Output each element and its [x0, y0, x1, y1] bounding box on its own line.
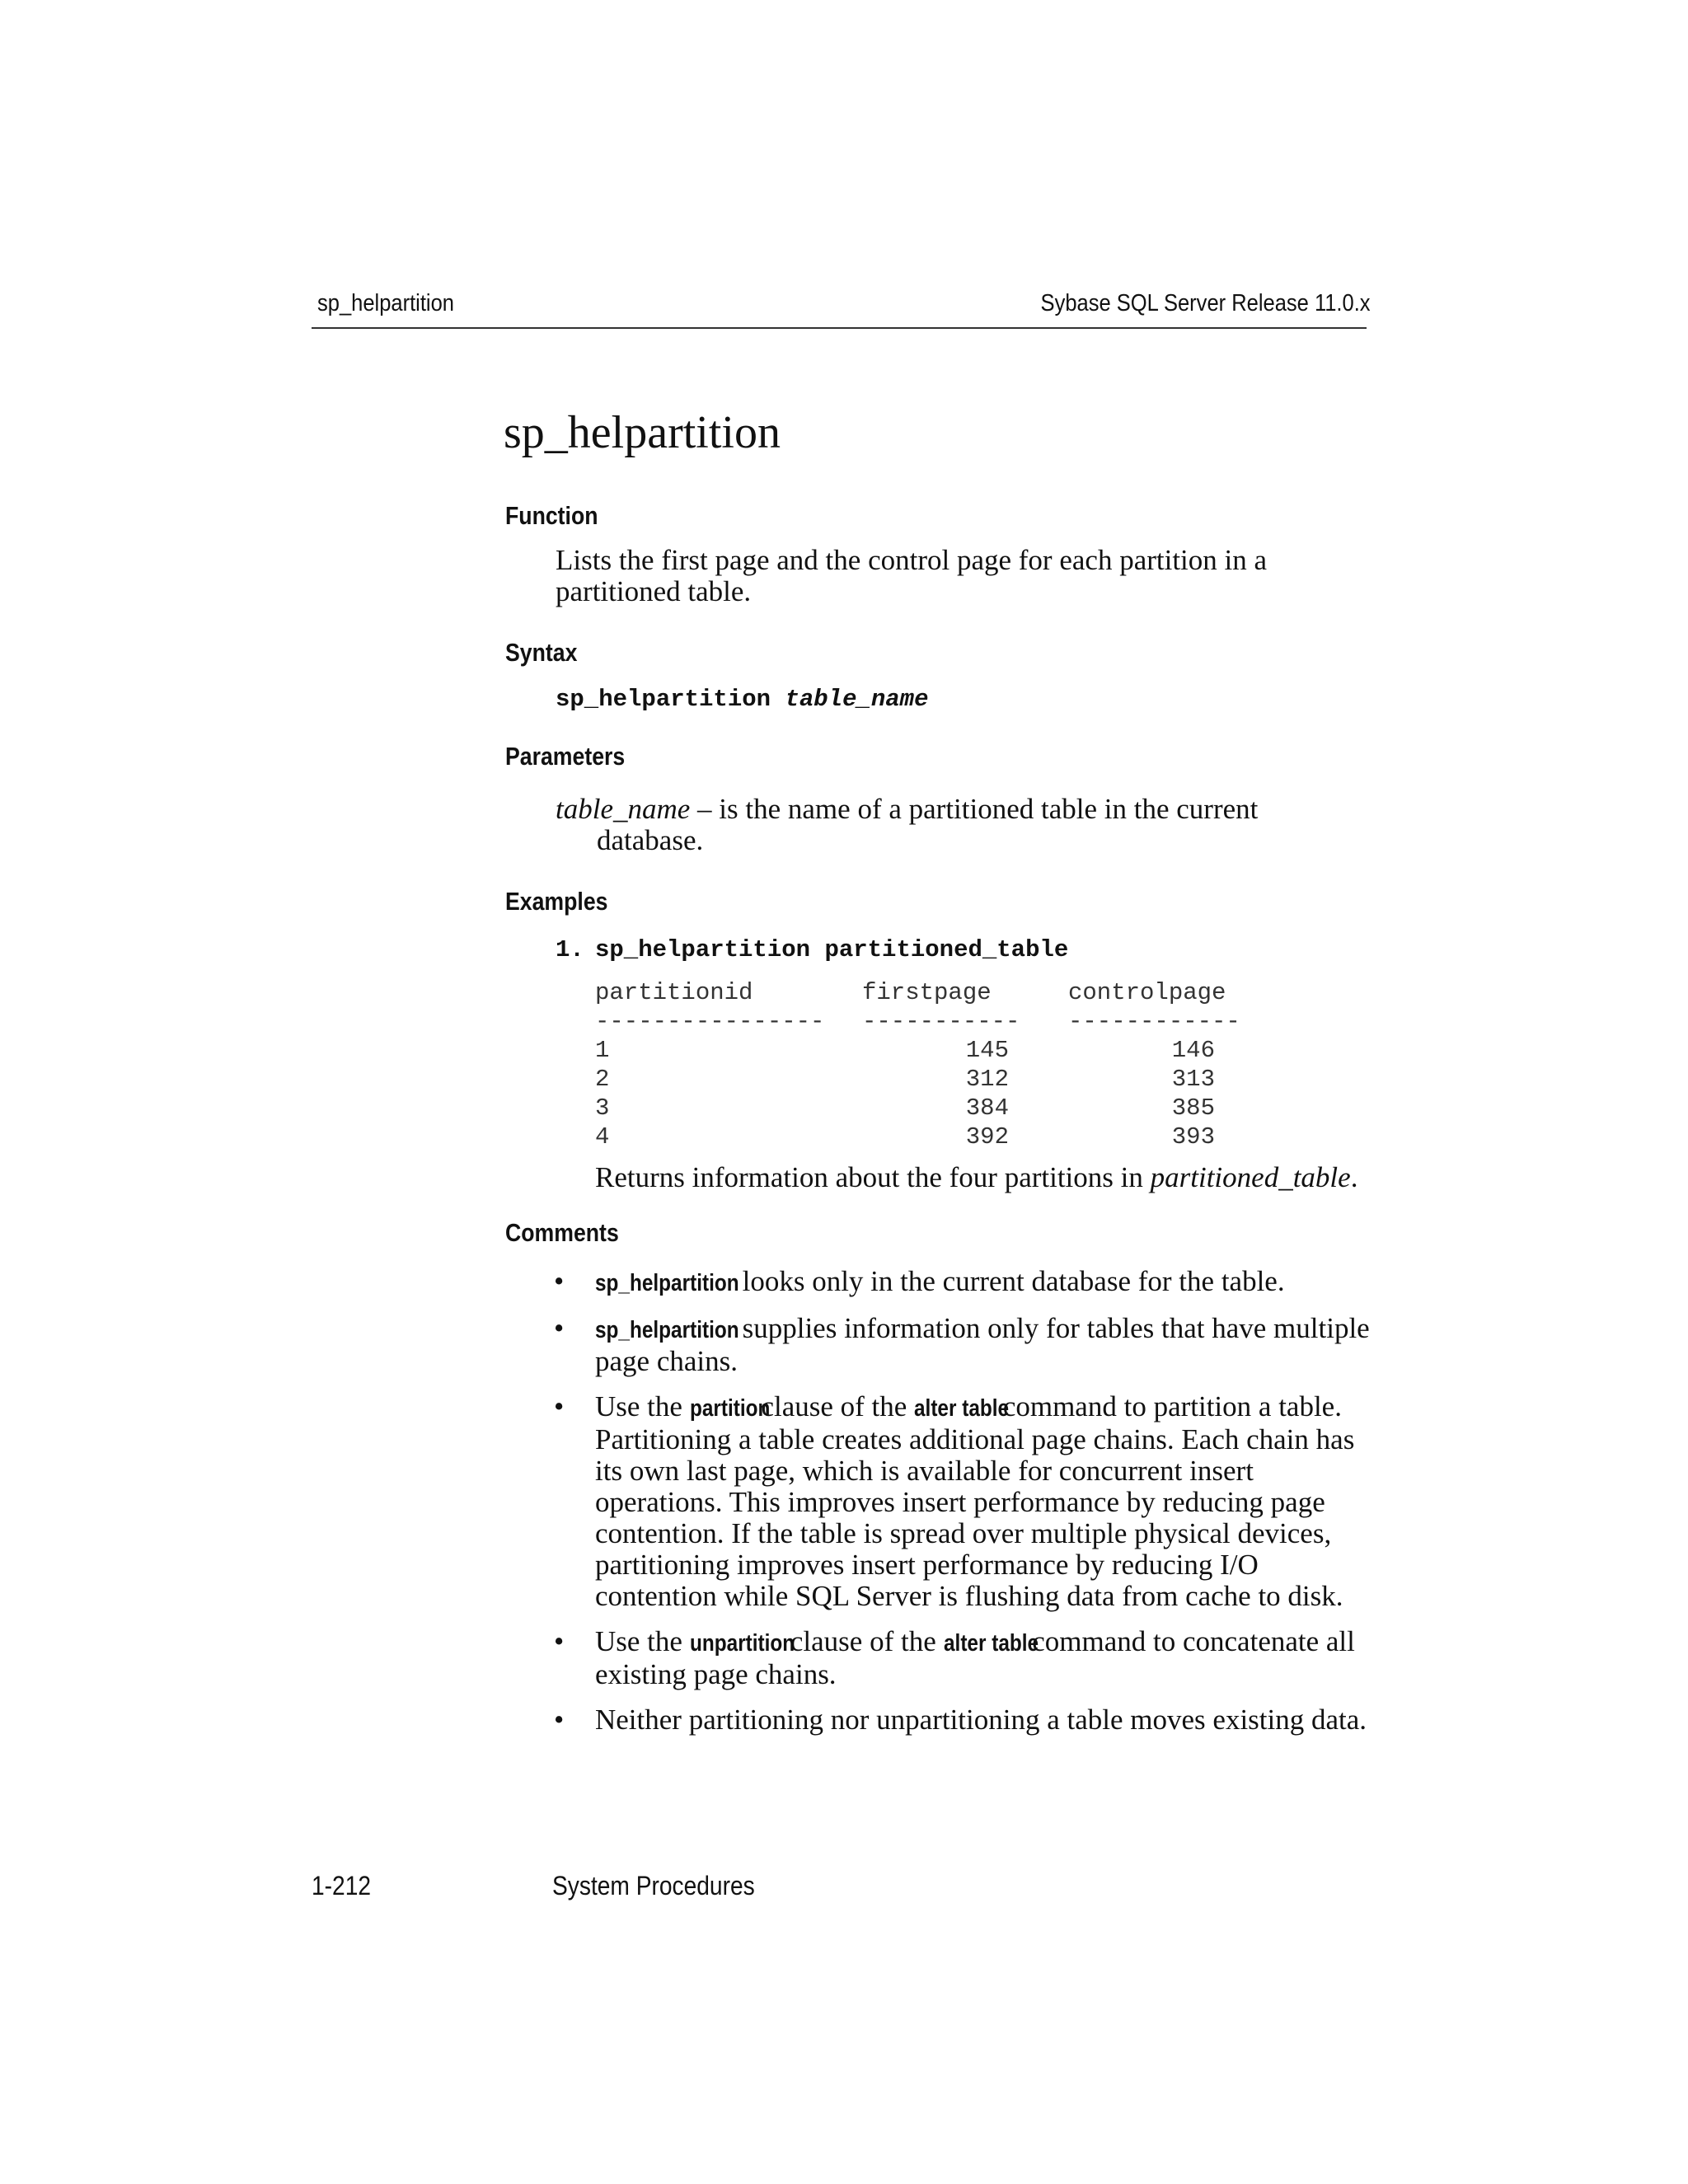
- syntax-argument: table_name: [785, 686, 929, 713]
- function-text: Lists the first page and the control page for each partition in a partitioned table.: [556, 544, 1268, 607]
- comments-list: [554, 1266, 1378, 1750]
- parameter-description: – is the name of a partitioned table in the current: [690, 793, 1259, 825]
- bullet-icon: •: [554, 1265, 565, 1297]
- keyword: alter table: [914, 1395, 1010, 1422]
- comment-text: Neither partitioning nor unpartitioning a table moves existing data.: [595, 1704, 1367, 1736]
- comment-text: command to partition a table. Partitioning a table creates additional page chains. Each chain has its own last page, which is available for concurrent insert operations. This improves insert performance by reducing page contention. If the table is spread over multiple physical devices, partitioning improves insert performance by reducing I/O contention while SQL Server is flushing data from cache to disk.: [595, 1390, 1355, 1612]
- examples-heading: Examples: [505, 887, 608, 916]
- parameter-description-cont: database.: [597, 824, 704, 856]
- output-cell: 145: [965, 1037, 1009, 1064]
- output-cell: 392: [965, 1123, 1009, 1151]
- parameters-heading: Parameters: [505, 742, 626, 771]
- output-cell: 4: [595, 1123, 610, 1151]
- output-dash: -----------: [862, 1008, 1020, 1035]
- output-cell: 2: [595, 1066, 610, 1093]
- output-col-header: controlpage: [1068, 979, 1226, 1006]
- output-cell: 1: [595, 1037, 610, 1064]
- comment-text: supplies information only for tables that have multiple page chains.: [595, 1312, 1370, 1377]
- output-dash: ----------------: [595, 1008, 825, 1035]
- page-number: 1-212: [312, 1871, 372, 1900]
- parameter-name: table_name: [556, 793, 691, 825]
- output-cell: 146: [1171, 1037, 1215, 1064]
- output-cell: 313: [1171, 1066, 1215, 1093]
- output-cell: 312: [965, 1066, 1009, 1093]
- header-rule: [312, 327, 1367, 329]
- keyword: alter table: [943, 1630, 1039, 1657]
- list-item: [554, 1704, 1378, 1736]
- syntax-line: [556, 686, 928, 713]
- bullet-icon: •: [554, 1704, 565, 1736]
- list-item: [554, 1313, 1378, 1377]
- syntax-command: sp_helpartition: [556, 686, 771, 713]
- comment-text: Use the: [595, 1390, 690, 1422]
- output-cell: 393: [1171, 1123, 1215, 1151]
- output-col-header: partitionid: [595, 979, 753, 1006]
- comment-text: clause of the: [783, 1625, 944, 1657]
- example-explanation: [595, 1161, 1357, 1194]
- syntax-heading: Syntax: [505, 638, 578, 667]
- keyword: unpartition: [689, 1630, 795, 1657]
- page-title: sp_helpartition: [504, 407, 781, 458]
- output-dash: ------------: [1068, 1008, 1240, 1035]
- comments-heading: Comments: [505, 1218, 619, 1247]
- keyword: sp_helpartition: [595, 1317, 739, 1343]
- example-command: sp_helpartition partitioned_table: [595, 936, 1069, 963]
- bullet-icon: •: [554, 1390, 565, 1422]
- example-number: 1.: [556, 936, 584, 963]
- parameter-entry: [556, 794, 1363, 856]
- returns-table-name: partitioned_table: [1150, 1161, 1351, 1193]
- keyword: partition: [689, 1395, 771, 1422]
- comment-text: looks only in the current database for the table.: [734, 1265, 1285, 1297]
- footer-section: System Procedures: [552, 1871, 755, 1900]
- bullet-icon: •: [554, 1312, 565, 1344]
- list-item: [554, 1626, 1378, 1690]
- output-cell: 384: [965, 1094, 1009, 1122]
- comment-text: command to concatenate all existing page chains.: [595, 1625, 1355, 1690]
- returns-text: Returns information about the four partitions in: [595, 1161, 1151, 1193]
- output-col-header: firstpage: [862, 979, 992, 1006]
- output-cell: 3: [595, 1094, 610, 1122]
- list-item: [554, 1391, 1378, 1612]
- function-heading: Function: [505, 501, 598, 530]
- returns-end: .: [1350, 1161, 1358, 1193]
- running-header-right: Sybase SQL Server Release 11.0.x: [1040, 290, 1371, 316]
- bullet-icon: •: [554, 1625, 565, 1657]
- running-header-left: sp_helpartition: [317, 290, 455, 316]
- comment-text: Use the: [595, 1625, 690, 1657]
- list-item: [554, 1266, 1378, 1299]
- keyword: sp_helpartition: [595, 1270, 739, 1296]
- comment-text: clause of the: [753, 1390, 915, 1422]
- output-cell: 385: [1171, 1094, 1215, 1122]
